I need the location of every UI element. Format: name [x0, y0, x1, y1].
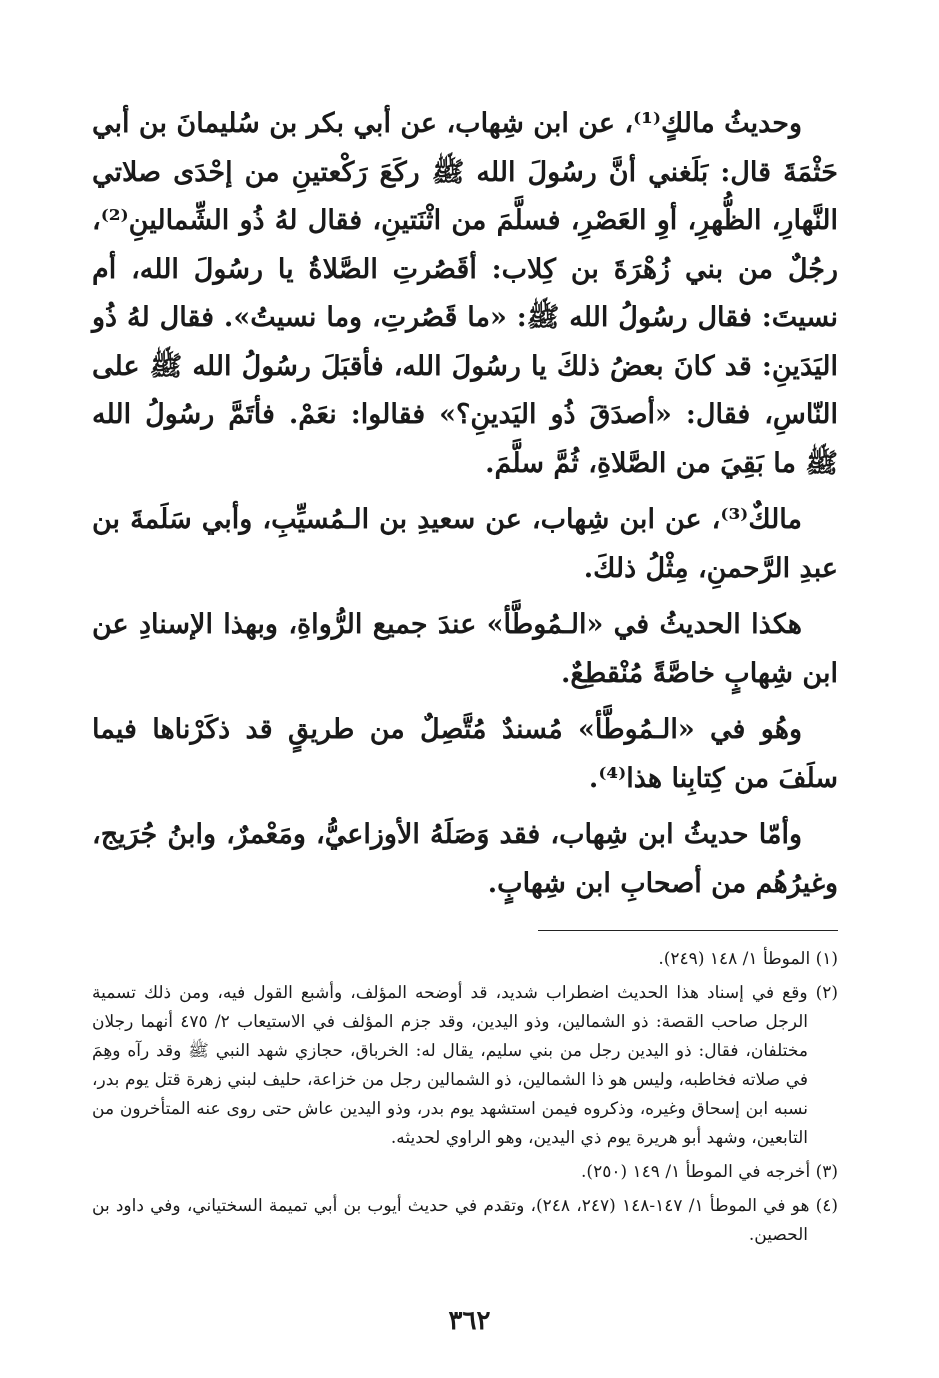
- paragraph-muwatta-note-1: هكذا الحديثُ في «الـمُوطَّأ» عندَ جميع الرُّواةِ، وبهذا الإسنادِ عن ابن شِهابٍ خاصَّةً مُنْقطِعٌ.: [92, 609, 838, 689]
- page-number: ٣٦٢: [448, 1306, 491, 1336]
- footnote-3: (٣) أخرجه في الموطأ ١/ ١٤٩ (٢٥٠).: [581, 1162, 838, 1182]
- footnote-4: (٤) هو في الموطأ ١/ ١٤٧-١٤٨ (٢٤٧، ٢٤٨)، وتقدم في حديث أيوب بن أبي تميمة السختياني، وفي داود بن الحصين.: [92, 1196, 839, 1245]
- footnote-separator: [538, 930, 838, 931]
- paragraph-ibn-shihab: وأمّا حديثُ ابن شِهاب، فقد وَصَلَهُ الأوزاعيُّ، ومَعْمرٌ، وابنُ جُرَيج، وغيرُهُم من أصحابِ ابن شِهابٍ.: [92, 819, 838, 899]
- footnote-separator-wrap: [92, 916, 838, 945]
- footnote-1: (١) الموطأ ١/ ١٤٨ (٢٤٩).: [658, 949, 838, 969]
- paragraph-hadith-malik-1: وحديثُ مالكٍ⁽¹⁾، عن ابن شِهاب، عن أبي بكر بن سُليمانَ بن أبي حَثْمَةَ قال: بَلَغني أنَّ رسُولَ الله ﷺ ركَعَ رَكْعتينِ من إحْدَى صلاتي النَّهارِ، الظُّهرِ، أوِ العَصْرِ، فسلَّمَ من اثْنَتينِ، فقال لهُ ذُو الشِّمالينِ⁽²⁾، رجُلٌ من بني زُهْرَةَ بن كِلاب: أقَصُرتِ الصَّلاةُ يا رسُولَ الله، أم نسيتَ: فقال رسُولُ الله ﷺ: «ما قَصُرتِ، وما نسيتُ». فقال لهُ ذُو اليَدَينِ: قد كانَ بعضُ ذلكَ يا رسُولَ الله، فأقبَلَ رسُولُ الله ﷺ على النّاسِ، فقال: «أصدَقَ ذُو اليَدينِ؟» فقالوا: نعَمْ. فأتَمَّ رسُولُ الله ﷺ ما بَقِيَ من الصَّلاةِ، ثُمَّ سلَّمَ.: [92, 108, 838, 479]
- document-page: [92, 100, 838, 1255]
- footnotes-section: [92, 945, 838, 1250]
- footnote-2: (٢) وقع في إسناد هذا الحديث اضطراب شديد، قد أوضحه المؤلف، وأشبع القول فيه، ومن ذلك تسمية الرجل صاحب القصة: ذو الشمالين، وذو اليدين، وقد جزم المؤلف في الاستيعاب ٢/ ٤٧٥ أنهما رجلان مختلفان، فقال: ذو اليدين رجل من بني سليم، يقال له: الخرباق، حجازي شهد النبي ﷺ وقد رآه وهِمَ في صلاته فخاطبه، وليس هو ذا الشمالين، ذو الشمالين رجل من خزاعة، حليف لبني زهرة قتل يوم بدر، نسبه ابن إسحاق وغيره، وذكروه فيمن استشهد يوم بدر، وذو اليدين عاش حتى روى عنه المتأخرون من التابعين، وشهد أبو هريرة يوم ذي اليدين، وهو الراوي لحديثه.: [92, 983, 838, 1148]
- main-text-body: [92, 100, 838, 908]
- paragraph-muwatta-note-2: وهُو في «الـمُوطَّأ» مُسندٌ مُتَّصِلٌ من طريقٍ قد ذكَرْناها فيما سلَفَ من كِتابِنا هذا⁽⁴⁾.: [92, 714, 838, 794]
- paragraph-hadith-malik-2: مالكٌ⁽³⁾، عن ابن شِهاب، عن سعيدِ بن الـمُسيِّبِ، وأبي سَلَمةَ بن عبدِ الرَّحمنِ، مِثْلُ ذلكَ.: [92, 504, 838, 584]
